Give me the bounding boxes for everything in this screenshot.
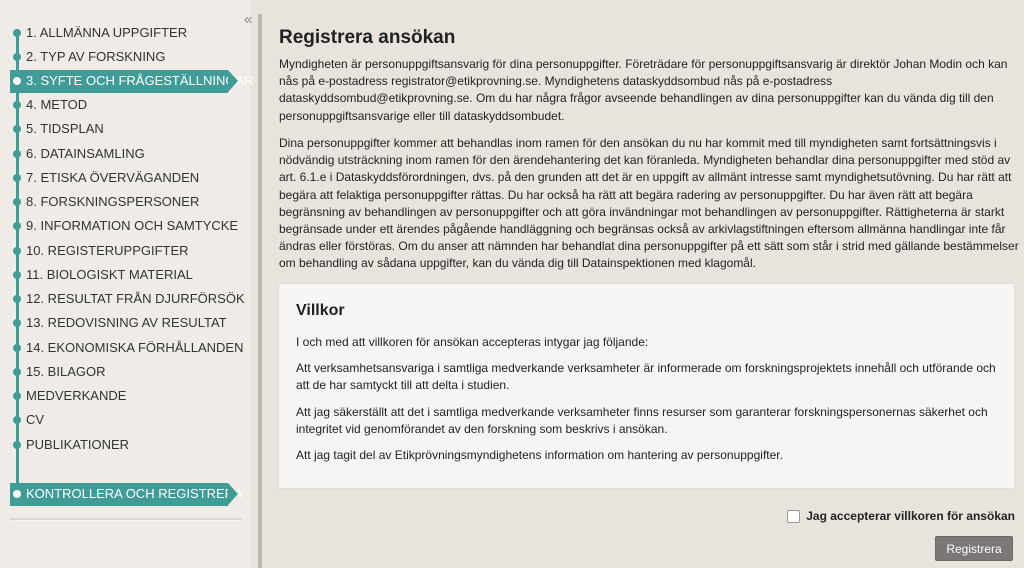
- accept-terms-checkbox[interactable]: [787, 510, 800, 523]
- sidebar-divider: [10, 518, 242, 520]
- terms-item-3: Att jag tagit del av Etikprövningsmyndighetens information om hantering av personuppgifter.: [296, 448, 783, 462]
- terms-title: Villkor: [296, 302, 345, 319]
- step-dot-icon: [13, 368, 21, 376]
- main-content: [262, 14, 1024, 568]
- step-dot-icon: [13, 125, 21, 133]
- terms-intro: I och med att villkoren för ansökan accepteras intygar jag följande:: [296, 335, 649, 349]
- step-dot-icon: [13, 29, 21, 37]
- terms-item-2: Att jag säkerställt att det i samtliga medverkande verksamheter finns resurser som garanterar forskningspersonernas säkerhet och integritet vid genomförandet av den forskning som beskrivs i ansökan.: [296, 405, 988, 437]
- collapse-sidebar-icon[interactable]: «: [244, 11, 253, 28]
- step-dot-icon: [13, 344, 21, 352]
- step-dot-icon: [13, 295, 21, 303]
- register-button[interactable]: Registrera: [935, 536, 1013, 561]
- terms-item-1: Att verksamhetsansvariga i samtliga medverkande verksamheter är informerade om forskningsprojektets innehåll och utförande och att de har samtyckt till att delta i studien.: [296, 361, 996, 393]
- accept-terms-label: Jag accepterar villkoren för ansökan: [806, 509, 1015, 523]
- step-dot-icon: [13, 53, 21, 61]
- step-dot-icon: [13, 247, 21, 255]
- nav-item-kontrollera-registrera[interactable]: KONTROLLERA OCH REGISTRERA: [10, 483, 228, 506]
- step-dot-icon: [13, 271, 21, 279]
- step-dot-icon: [13, 77, 21, 85]
- data-processing-paragraph: Dina personuppgifter kommer att behandlas inom ramen för den ansökan du nu har kommit med till myndigheten samt fortsättningsvis i nödvändig utsträckning inom ramen för den ärendehantering det kan föranleda. Myndigheten behandlar dina personuppgifter med stöd av art. 6.1.e i Dataskyddsförordningen, dvs. på den grunden att det är en uppgift av allmänt intresse samt myndighetsutövning. Du har rätt att begära att felaktiga personuppgifter rättas. Du har också ha rätt att begära radering av personuppgifter. Du har även rätt att begära begränsning av behandlingen av personuppgifter och att göra invändningar mot behandlingen av personuppgifter. Rättigheterna är starkt begränsade under ett ärendes pågående handläggning och begränsas också av arkivlagstiftningen eftersom allmänna handlingar inte får ändras eller förstöras. Om du anser att nämnden har behandlat dina personuppgifter på ett sätt som står i strid med gällande bestämmelser om behandling av sådana uppgifter, kan du vända dig till Datainspektionen med klagomål.: [279, 136, 1019, 271]
- privacy-info-paragraph: Myndigheten är personuppgiftsansvarig för dina personuppgifter. Företrädare för personuppgiftsansvarig är direktör Johan Modin och kan nås på e-postadress registrator@etikprovning.se. Myndighetens dataskyddsombud nås på e-postadress dataskyddsombud@etikprovning.se. Om du har några frågor avseende behandlingen av dina personuppgifter kan du vända dig till den personuppgiftsansvarige eller till dataskyddsombudet.: [279, 57, 1008, 123]
- page-title: Registrera ansökan: [279, 27, 456, 48]
- step-dot-icon: [13, 150, 21, 158]
- sidebar: « 1. ALLMÄNNA UPPGIFTER 2. TYP AV FORSKNING 3. SYFTE OCH FRÅGESTÄLLNINGAR 4. METOD 5. TIDSPLAN 6. DATAINSAMLING 7. ETISKA ÖVERVÄGANDEN 8. FORSKNINGSPERSONER 9. INFORMATION OCH SAMTYCKE 10. REGISTERUPPGIFTER 11. BIOLOGISKT MATERIAL 12. RESULTAT FRÅN DJURFÖRSÖK 13. REDOVISNING AV RESULTAT 14. EKONOMISKA FÖRHÅLLANDEN 15. BILAGOR MEDVERKANDE CV PUBLIKATIONER KONTROLLERA OCH REGISTRERA: [0, 0, 250, 568]
- step-dot-icon: [13, 198, 21, 206]
- step-dot-icon: [13, 101, 21, 109]
- step-dot-icon: [13, 222, 21, 230]
- nav-item-syfte-active[interactable]: 3. SYFTE OCH FRÅGESTÄLLNINGAR: [10, 70, 228, 93]
- terms-panel: [278, 283, 1015, 489]
- step-dot-icon: [13, 319, 21, 327]
- step-dot-icon: [13, 490, 21, 498]
- step-dot-icon: [13, 441, 21, 449]
- accept-terms-control[interactable]: [785, 506, 1015, 526]
- step-dot-icon: [13, 174, 21, 182]
- step-dot-icon: [13, 392, 21, 400]
- step-dot-icon: [13, 416, 21, 424]
